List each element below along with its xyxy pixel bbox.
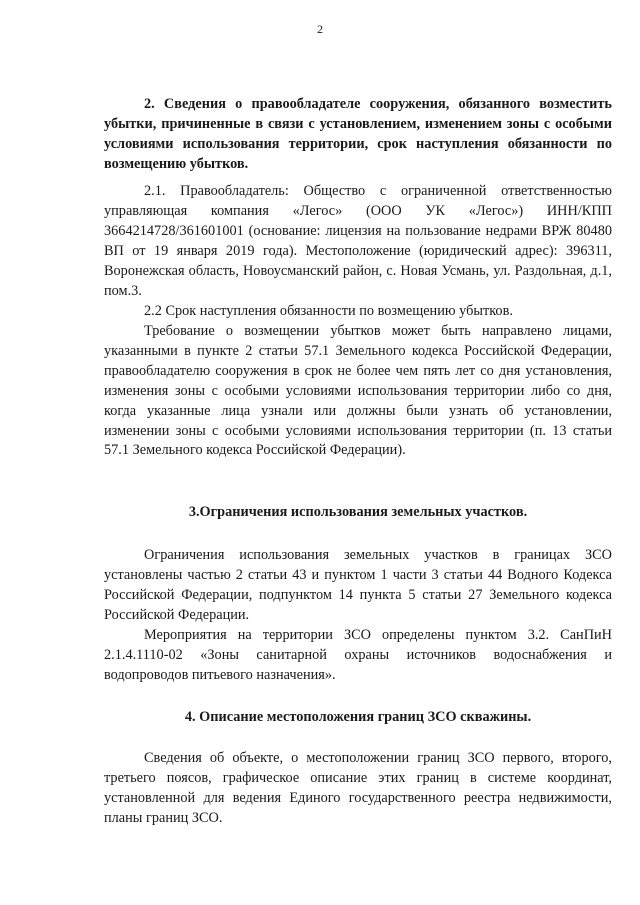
- section-3-heading: 3.Ограничения использования земельных участков.: [188, 504, 528, 520]
- section-2-1-paragraph: 2.1. Правообладатель: Общество с ограниченной ответственностью управляющая компания «Легос» (ООО УК «Легос») ИНН/КПП 3664214728/361601001 (основание: лицензия на пользование недрами ВРЖ 80480 ВП от 19 января 2019 года). Местоположение (юридический адрес): 396311, Воронежская область, Новоусманский район, с. Новая Усмань, ул. Раздольная, д.1, пом.3.: [104, 183, 612, 299]
- section-3-paragraph-2: Мероприятия на территории ЗСО определены пунктом 3.2. СанПиН 2.1.4.1110-02 «Зоны санитарной охраны источников водоснабжения и водопроводов питьевого назначения».: [104, 627, 612, 683]
- section-4-paragraph: Сведения об объекте, о местоположении границ ЗСО первого, второго, третьего поясов, графическое описание этих границ в системе координат, установленной для ведения Единого государственного реестра недвижимости, планы границ ЗСО.: [104, 750, 612, 826]
- page-number: 2: [317, 22, 323, 36]
- section-2-2-paragraph: 2.2 Срок наступления обязанности по возмещению убытков.: [144, 303, 513, 319]
- section-4-heading: 4. Описание местоположения границ ЗСО скважины.: [184, 709, 532, 725]
- section-2-heading: [104, 95, 612, 175]
- section-3-paragraph-1: Ограничения использования земельных участков в границах ЗСО установлены частью 2 статьи 43 и пунктом 1 части 3 статьи 44 Водного Кодекса Российской Федерации, подпунктом 14 пункта 5 статьи 27 Земельного кодекса Российской Федерации.: [104, 547, 612, 623]
- damages-claim-paragraph: Требование о возмещении убытков может быть направлено лицами, указанными в пункте 2 статьи 57.1 Земельного кодекса Российской Федерации, правообладателю сооружения в срок не более чем пять лет со дня установления, изменения зоны с особыми условиями использования территории либо со дня, когда указанные лица узнали или должны были узнать об установлении, изменении зоны с особыми условиями использования территории (п. 13 статьи 57.1 Земельного кодекса Российской Федерации).: [104, 323, 612, 459]
- section-2-heading-text: 2. Сведения о правообладателе сооружения, обязанного возместить убытки, причиненные в связи с установлением, изменением зоны с особыми условиями использования территории, срок наступления обязанности по возмещению убытков.: [104, 96, 612, 172]
